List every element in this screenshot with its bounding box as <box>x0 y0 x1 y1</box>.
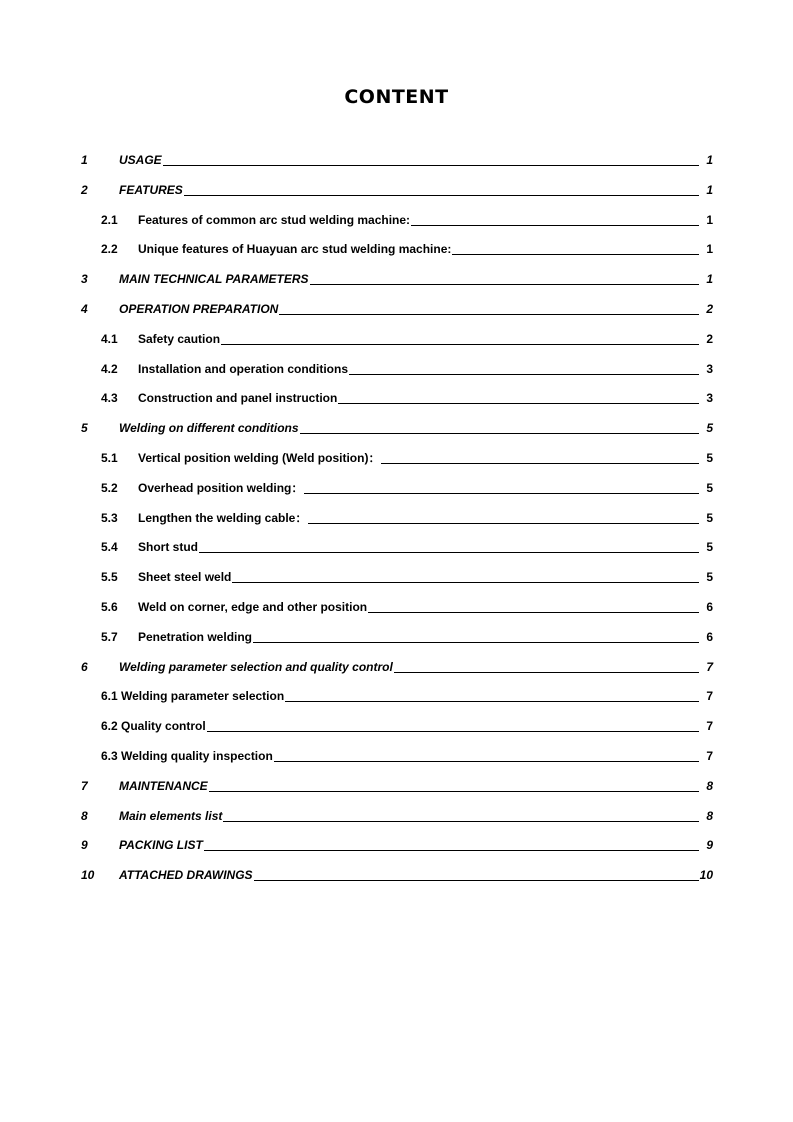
toc-entry-label: Short stud <box>138 540 198 555</box>
toc-entry[interactable] <box>0 835 793 855</box>
toc-entry-label: Unique features of Huayuan arc stud welding machine: <box>138 242 452 257</box>
toc-leader-line <box>207 731 699 732</box>
toc-entry-label: Features of common arc stud welding machine: <box>138 212 411 227</box>
toc-entry-label: Construction and panel instruction <box>138 391 338 406</box>
toc-entry[interactable] <box>0 657 793 677</box>
toc-leader-line <box>279 314 699 315</box>
toc-entry-label: Installation and operation conditions <box>138 361 349 376</box>
toc-entry[interactable] <box>0 239 793 259</box>
toc-entry-page: 1 <box>706 242 713 257</box>
toc-entry-label: Overhead position welding： <box>138 480 304 495</box>
toc-entry-line <box>101 686 699 706</box>
toc-entry-page: 6 <box>706 600 713 614</box>
toc-entry[interactable] <box>0 299 793 319</box>
toc-entry-number: 4.3 <box>101 391 118 406</box>
toc-leader-line <box>304 493 699 494</box>
toc-leader-line <box>253 642 699 643</box>
toc-entry[interactable] <box>0 865 793 885</box>
toc-entry-page: 8 <box>706 808 713 823</box>
toc-entry[interactable] <box>0 806 793 826</box>
toc-leader-line <box>300 433 699 434</box>
toc-entry[interactable] <box>0 359 793 379</box>
toc-entry-page: 7 <box>706 749 713 763</box>
toc-entry-line <box>138 627 699 647</box>
toc-entry-line <box>138 508 699 528</box>
toc-entry-page: 5 <box>706 480 713 495</box>
toc-entry-line <box>119 418 699 438</box>
toc-entry[interactable] <box>0 776 793 796</box>
toc-leader-line <box>368 612 699 613</box>
toc-entry-line <box>119 806 699 826</box>
toc-entry-number: 1 <box>81 153 88 167</box>
toc-leader-line <box>184 195 699 196</box>
toc-entry-number: 5.7 <box>101 629 118 644</box>
toc-entry-page: 1 <box>706 212 713 227</box>
toc-entry-label: Lengthen the welding cable： <box>138 510 308 525</box>
toc-entry[interactable] <box>0 388 793 408</box>
toc-entry-line <box>119 180 699 200</box>
toc-entry-page: 7 <box>706 659 713 674</box>
toc-entry-page: 7 <box>706 719 713 734</box>
toc-entry-line <box>138 567 699 587</box>
toc-entry-label: FEATURES <box>119 182 183 197</box>
toc-entry[interactable] <box>0 329 793 349</box>
toc-entry-page: 3 <box>706 361 713 376</box>
toc-entry-page: 5 <box>706 510 713 525</box>
toc-entry-line <box>119 657 699 677</box>
toc-entry-line <box>119 150 699 170</box>
toc-entry-label: MAINTENANCE <box>119 778 208 793</box>
toc-entry-number: 5.2 <box>101 480 118 495</box>
toc-entry-page: 5 <box>706 451 713 465</box>
toc-entry-number: 2 <box>81 182 88 197</box>
toc-entry-label: Safety caution <box>138 331 221 346</box>
toc-entry-label: OPERATION PREPARATION <box>119 302 279 316</box>
toc-entry-label: 6.1 Welding parameter selection <box>101 689 285 704</box>
toc-entry[interactable] <box>0 210 793 230</box>
toc-entry-page: 2 <box>706 302 713 316</box>
toc-entry[interactable] <box>0 150 793 170</box>
toc-entry[interactable] <box>0 478 793 498</box>
toc-leader-line <box>254 880 699 881</box>
toc-entry-page: 1 <box>706 153 713 167</box>
toc-leader-line <box>221 344 699 345</box>
toc-entry-label: ATTACHED DRAWINGS <box>119 868 253 883</box>
toc-leader-line <box>338 403 699 404</box>
toc-entry[interactable] <box>0 597 793 617</box>
toc-entry[interactable] <box>0 269 793 289</box>
toc-leader-line <box>310 284 699 285</box>
toc-leader-line <box>308 523 699 524</box>
toc-entry-number: 2.1 <box>101 212 118 227</box>
toc-entry-number: 8 <box>81 808 88 823</box>
toc-entry-label: Vertical position welding (Weld position)： <box>138 451 381 465</box>
toc-entry-number: 5.5 <box>101 570 118 585</box>
toc-entry-line <box>101 716 699 736</box>
toc-entry-line <box>138 359 699 379</box>
toc-entry[interactable] <box>0 180 793 200</box>
page-title: CONTENT <box>344 86 449 108</box>
toc-entry-line <box>138 388 699 408</box>
toc-entry-number: 6 <box>81 659 88 674</box>
toc-leader-line <box>274 761 699 762</box>
toc-entry[interactable] <box>0 627 793 647</box>
toc-entry-number: 5.6 <box>101 600 118 614</box>
toc-entry-line <box>138 210 699 230</box>
toc-leader-line <box>381 463 699 464</box>
toc-leader-line <box>163 165 699 166</box>
toc-entry-label: Welding parameter selection and quality control <box>119 659 393 674</box>
toc-entry[interactable] <box>0 448 793 468</box>
toc-entry-number: 3 <box>81 272 88 287</box>
toc-entry-label: Penetration welding <box>138 629 253 644</box>
toc-entry-label: MAIN TECHNICAL PARAMETERS <box>119 272 309 287</box>
toc-entry-page: 7 <box>706 689 713 704</box>
toc-entry-label: 6.3 Welding quality inspection <box>101 749 273 763</box>
toc-entry-line <box>138 239 699 259</box>
toc-entry[interactable] <box>0 508 793 528</box>
toc-entry-page: 3 <box>706 391 713 406</box>
toc-entry-label: Main elements list <box>119 808 223 823</box>
toc-entry-line <box>138 537 699 557</box>
toc-leader-line <box>394 672 699 673</box>
toc-entry-number: 5.1 <box>101 451 118 465</box>
toc-entry[interactable] <box>0 686 793 706</box>
toc-leader-line <box>209 791 699 792</box>
toc-entry-number: 10 <box>81 868 95 883</box>
toc-entry[interactable] <box>0 746 793 766</box>
toc-entry-line <box>138 478 699 498</box>
toc-entry-line <box>138 448 699 468</box>
toc-entry[interactable] <box>0 418 793 438</box>
toc-entry-number: 9 <box>81 838 88 853</box>
toc-entry[interactable] <box>0 716 793 736</box>
toc-entry-line <box>119 865 699 885</box>
toc-entry-line <box>138 329 699 349</box>
toc-leader-line <box>199 552 699 553</box>
toc-leader-line <box>204 850 699 851</box>
toc-leader-line <box>411 225 699 226</box>
toc-entry-page: 10 <box>699 868 713 883</box>
toc-entry-number: 4.2 <box>101 361 118 376</box>
toc-entry-page: 1 <box>706 182 713 197</box>
toc-entry-label: PACKING LIST <box>119 838 203 853</box>
toc-entry-line <box>119 299 699 319</box>
toc-entry-label: USAGE <box>119 153 162 167</box>
toc-entry-number: 2.2 <box>101 242 118 257</box>
toc-entry-label: 6.2 Quality control <box>101 719 206 734</box>
toc-entry-line <box>101 746 699 766</box>
toc-leader-line <box>285 701 699 702</box>
toc-entry-label: Weld on corner, edge and other position <box>138 600 368 614</box>
toc-entry-number: 5.4 <box>101 540 118 555</box>
toc-leader-line <box>232 582 699 583</box>
toc-leader-line <box>349 374 699 375</box>
toc-entry-line <box>119 269 699 289</box>
toc-entry-page: 9 <box>706 838 713 853</box>
toc-entry-page: 1 <box>706 272 713 287</box>
toc-entry-label: Welding on different conditions <box>119 421 299 436</box>
toc-entry-page: 6 <box>706 629 713 644</box>
toc-entry[interactable] <box>0 537 793 557</box>
toc-entry-number: 5 <box>81 421 88 436</box>
toc-entry-number: 5.3 <box>101 510 118 525</box>
toc-entry-line <box>119 776 699 796</box>
toc-entry[interactable] <box>0 567 793 587</box>
toc-entry-number: 7 <box>81 778 88 793</box>
toc-entry-page: 5 <box>706 540 713 555</box>
toc-entry-line <box>138 597 699 617</box>
toc-leader-line <box>223 821 699 822</box>
toc-leader-line <box>452 254 699 255</box>
toc-entry-page: 5 <box>706 421 713 436</box>
toc-entry-page: 8 <box>706 778 713 793</box>
toc-entry-page: 2 <box>706 331 713 346</box>
toc-entry-number: 4.1 <box>101 331 118 346</box>
toc-entry-page: 5 <box>706 570 713 585</box>
toc-entry-number: 4 <box>81 302 88 316</box>
toc-entry-line <box>119 835 699 855</box>
toc-entry-label: Sheet steel weld <box>138 570 232 585</box>
